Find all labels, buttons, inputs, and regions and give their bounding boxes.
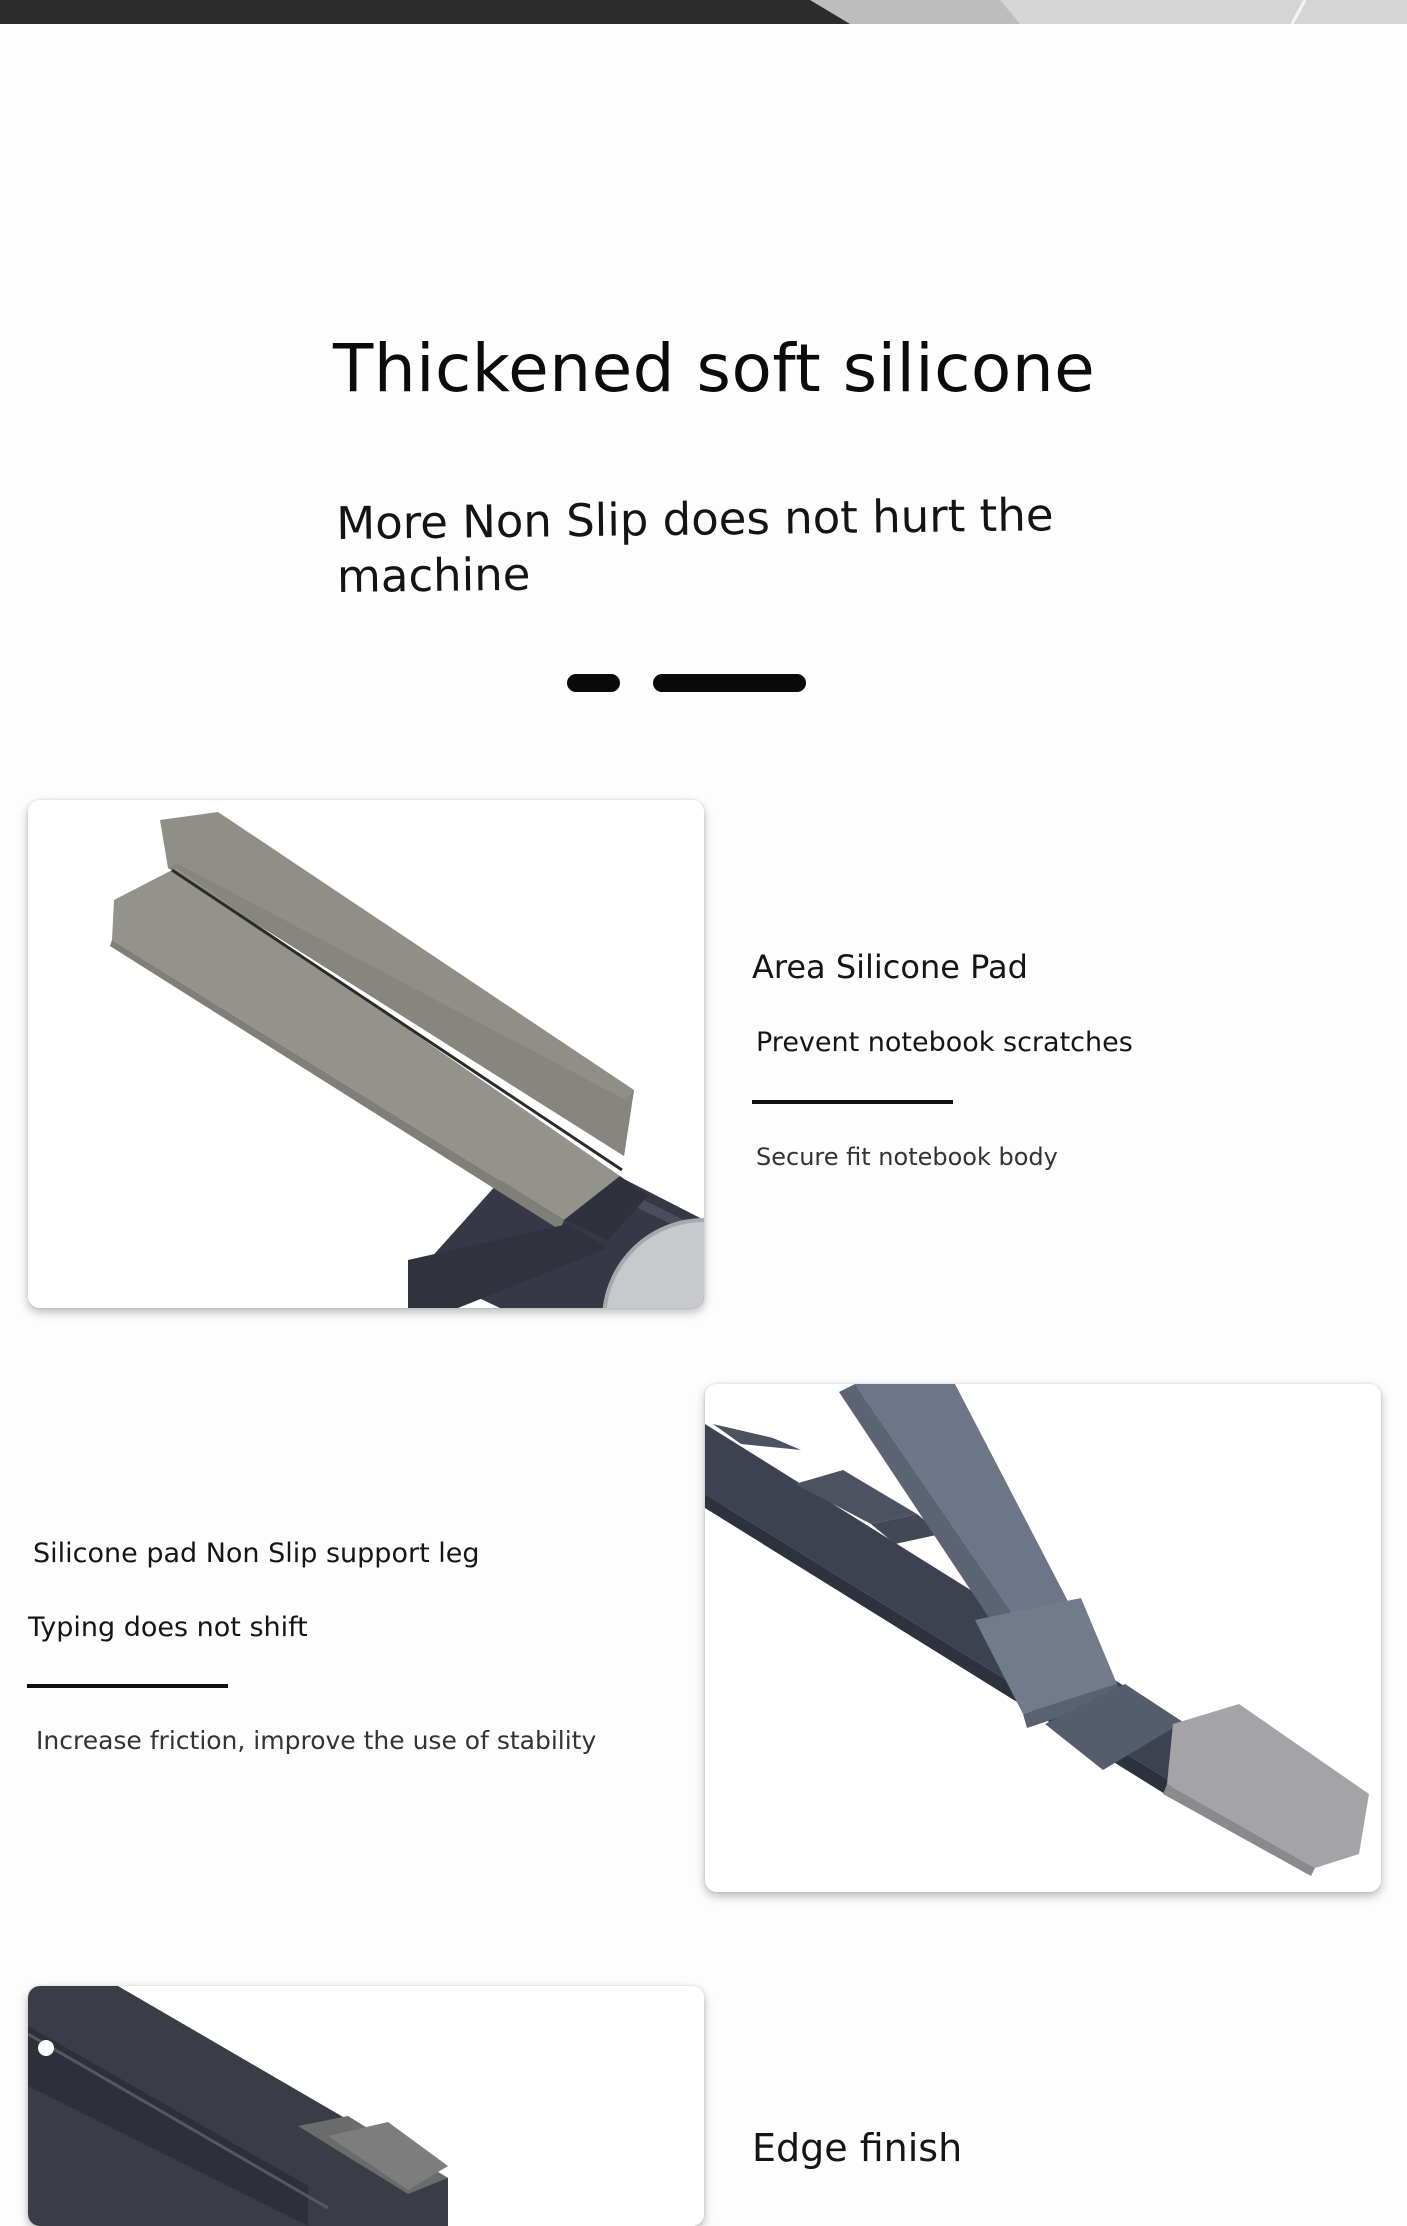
feature-2-description: Increase friction, improve the use of stability [36, 1726, 597, 1755]
top-product-photo-strip [0, 0, 1407, 24]
page-subtitle: More Non Slip does not hurt the machine [336, 488, 1054, 603]
feature-2-rule [27, 1684, 228, 1688]
feature-2-subtitle: Typing does not shift [28, 1612, 308, 1643]
divider-pill-short [567, 674, 620, 692]
feature-1-title: Area Silicone Pad [752, 948, 1028, 986]
feature-2-title: Silicone pad Non Slip support leg [33, 1538, 480, 1569]
feature-1-subtitle: Prevent notebook scratches [756, 1027, 1133, 1058]
feature-image-edge-finish [28, 1986, 704, 2226]
page-title: Thickened soft silicone [333, 330, 1096, 407]
feature-image-support-leg [705, 1384, 1381, 1892]
feature-3-title: Edge finish [752, 2126, 963, 2170]
feature-1-rule [752, 1100, 953, 1104]
feature-1-description: Secure fit notebook body [756, 1143, 1058, 1171]
feature-image-silicone-pad [28, 800, 704, 1308]
divider-pill-long [653, 674, 806, 692]
